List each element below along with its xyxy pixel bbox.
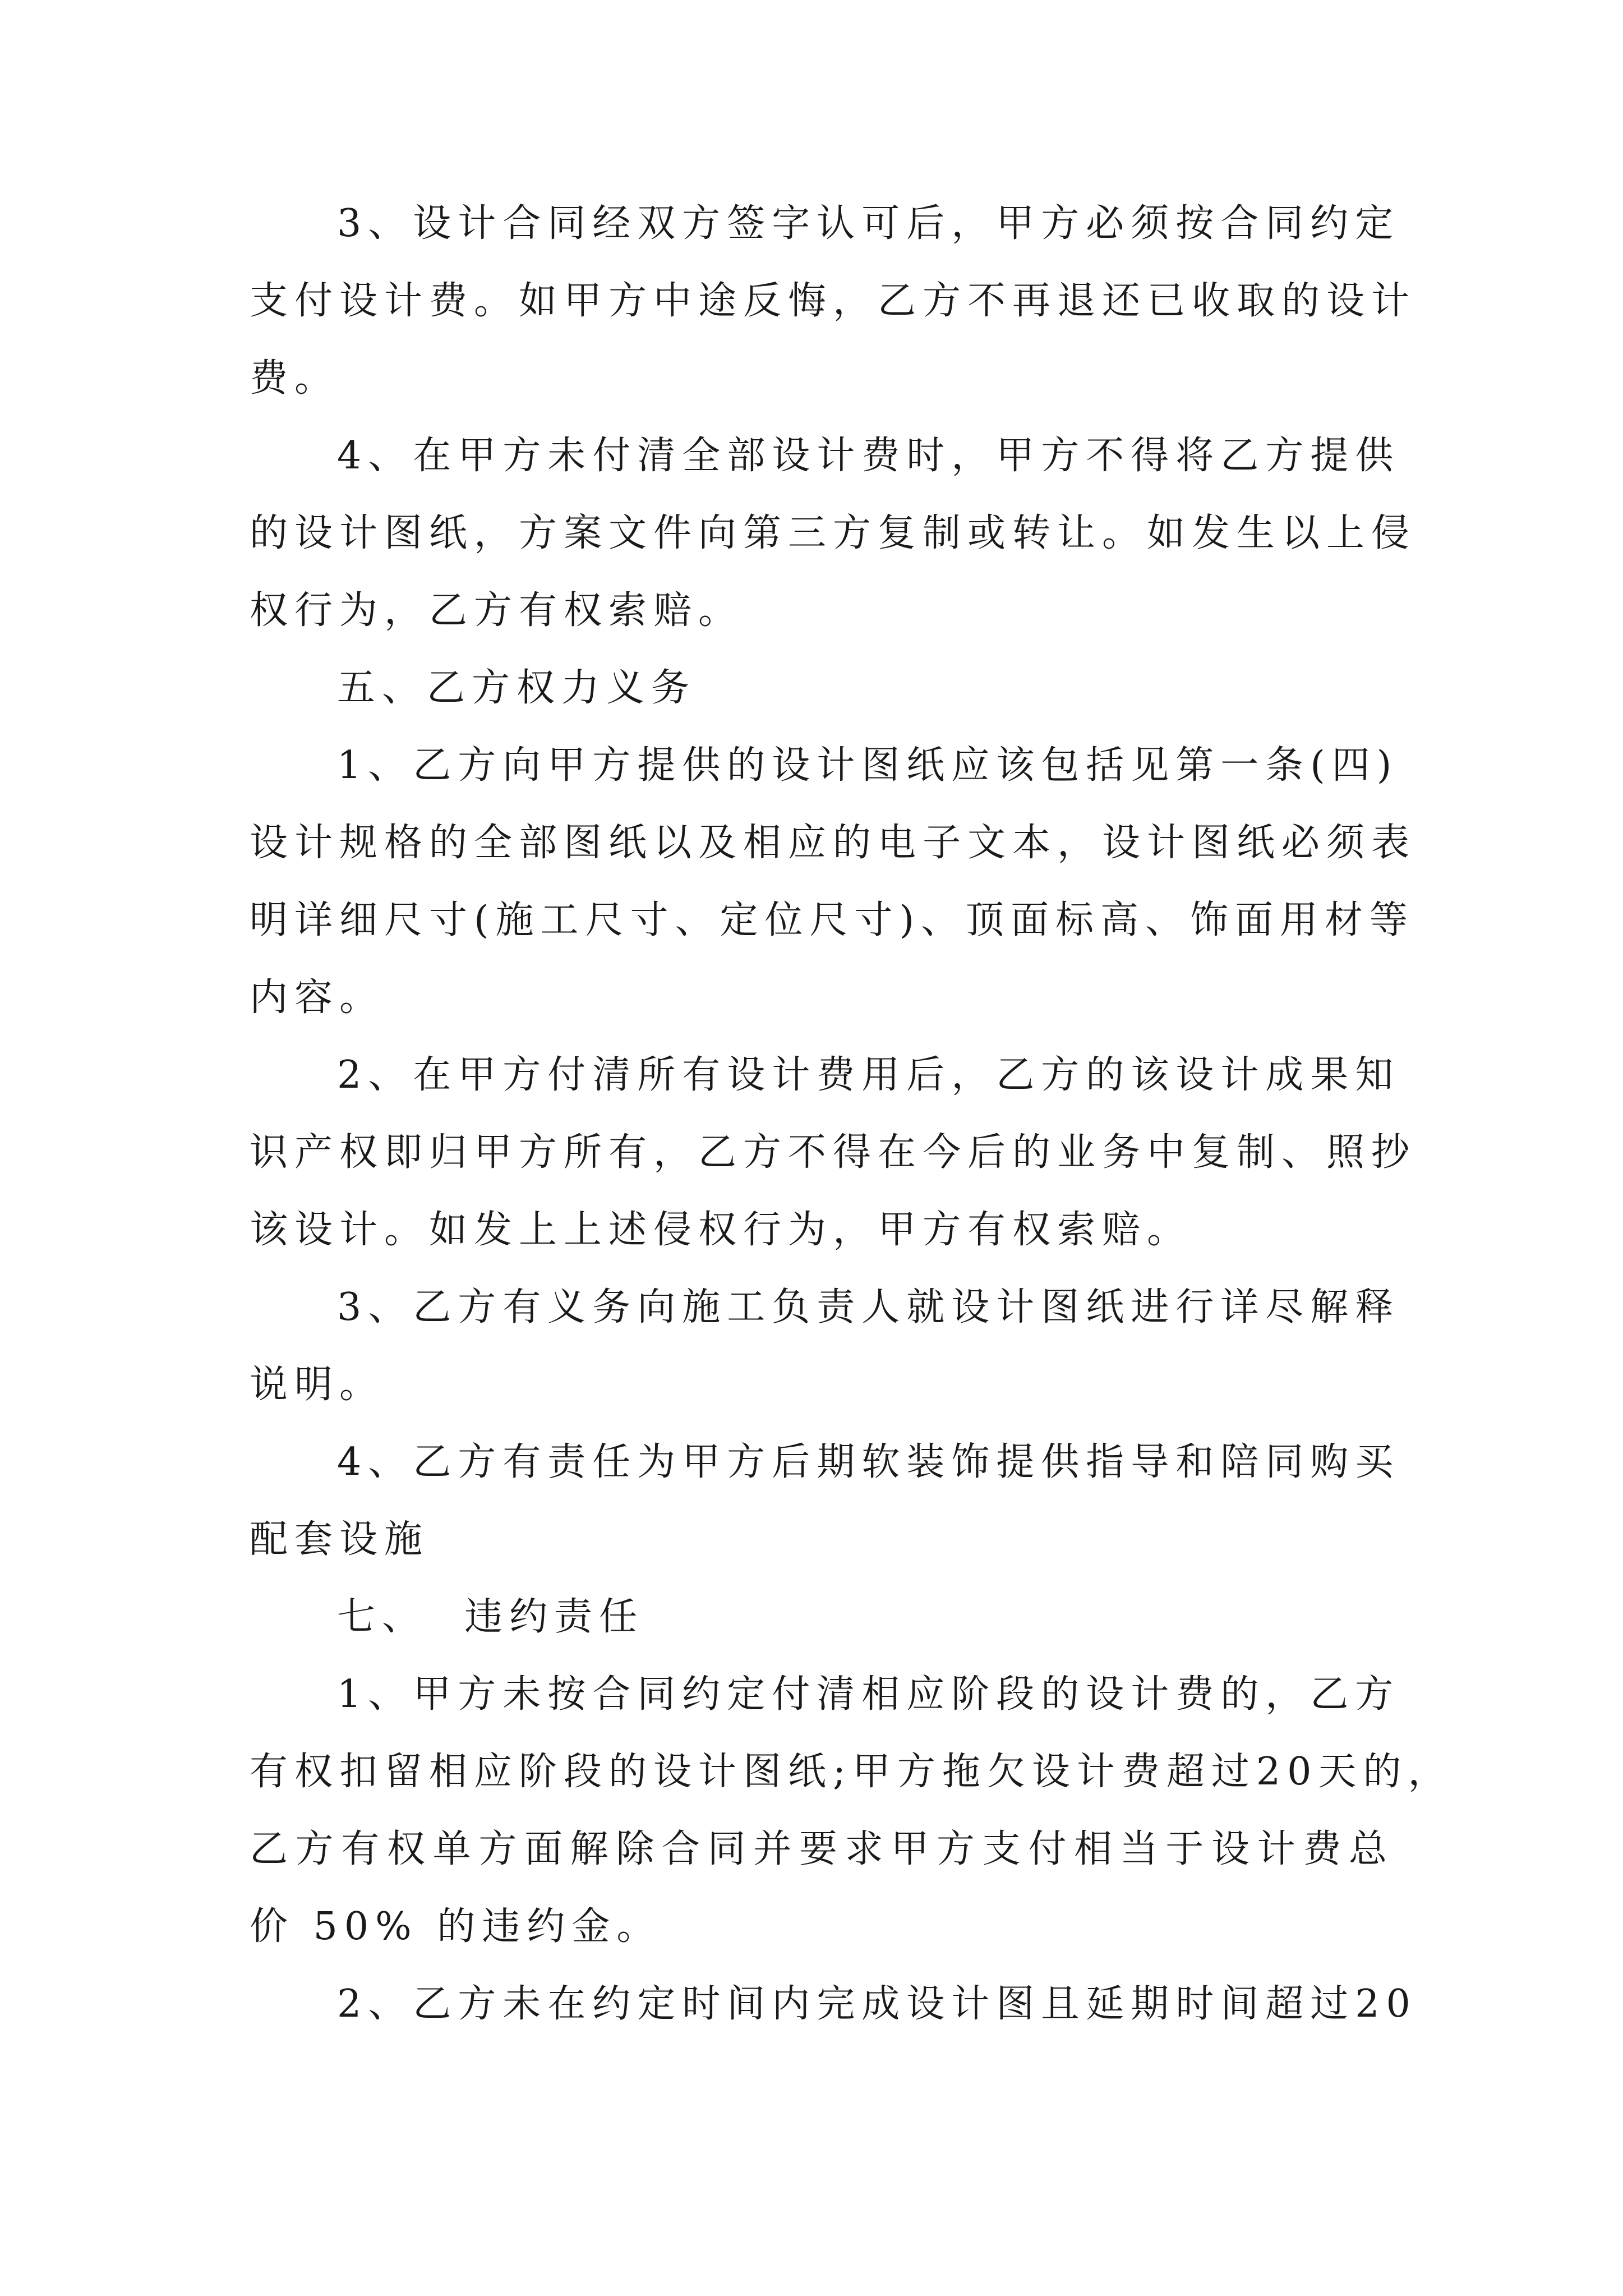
paragraph-b-clause-2 (250, 1037, 1417, 1269)
paragraph-clause-3-payment (250, 185, 1417, 417)
paragraph-clause-4-copyright (250, 417, 1417, 650)
text-line: 设计规格的全部图纸以及相应的电子文本，设计图纸必须表 (250, 821, 1417, 865)
text-line: 2、在甲方付清所有设计费用后，乙方的该设计成果知 (337, 1053, 1400, 1097)
text-line: 支付设计费。如甲方中途反悔，乙方不再退还已收取的设计 (250, 279, 1417, 323)
text-line: 4、乙方有责任为甲方后期软装饰提供指导和陪同购买 (337, 1440, 1400, 1484)
text-line: 1、甲方未按合同约定付清相应阶段的设计费的，乙方 (337, 1672, 1400, 1717)
text-line: 内容。 (250, 976, 385, 1020)
text-line: 说明。 (250, 1363, 385, 1407)
text-line: 费。 (250, 356, 340, 401)
text-line: 权行为，乙方有权索赔。 (250, 588, 744, 633)
paragraph-breach-clause-2 (250, 1966, 1417, 2043)
paragraph-b-clause-1 (250, 727, 1417, 1037)
section-heading-party-b-rights (250, 650, 1394, 727)
text-line: 1、乙方向甲方提供的设计图纸应该包括见第一条(四) (337, 743, 1399, 788)
text-line: 3、设计合同经双方签字认可后，甲方必须按合同约定 (337, 201, 1400, 246)
text-line: 乙方有权单方面解除合同并要求甲方支付相当于设计费总 (250, 1827, 1394, 1871)
paragraph-b-clause-3 (250, 1269, 1400, 1424)
text-line: 的设计图纸，方案文件向第三方复制或转让。如发生以上侵 (250, 511, 1417, 555)
text-line: 2、乙方未在约定时间内完成设计图且延期时间超过20 (337, 1982, 1417, 2026)
section-heading: 七、 违约责任 (337, 1595, 644, 1639)
section-heading: 五、乙方权力义务 (337, 666, 697, 710)
paragraph-b-clause-4 (250, 1424, 1400, 1579)
text-line: 有权扣留相应阶段的设计图纸;甲方拖欠设计费超过20天的， (250, 1750, 1453, 1794)
section-heading-breach-liability (250, 1579, 1394, 1656)
text-line: 明详细尺寸(施工尺寸、定位尺寸)、顶面标高、饰面用材等 (250, 898, 1415, 942)
text-line: 该设计。如发上上述侵权行为，甲方有权索赔。 (250, 1208, 1192, 1252)
text-line: 3、乙方有义务向施工负责人就设计图纸进行详尽解释 (337, 1285, 1400, 1329)
document-page (250, 185, 1453, 2043)
text-line: 识产权即归甲方所有，乙方不得在今后的业务中复制、照抄 (250, 1130, 1417, 1175)
text-line: 价 50% 的违约金。 (250, 1904, 662, 1949)
text-line: 配套设施 (250, 1517, 430, 1562)
text-line: 4、在甲方未付清全部设计费时，甲方不得将乙方提供 (337, 434, 1400, 478)
paragraph-breach-clause-1 (250, 1656, 1453, 1966)
